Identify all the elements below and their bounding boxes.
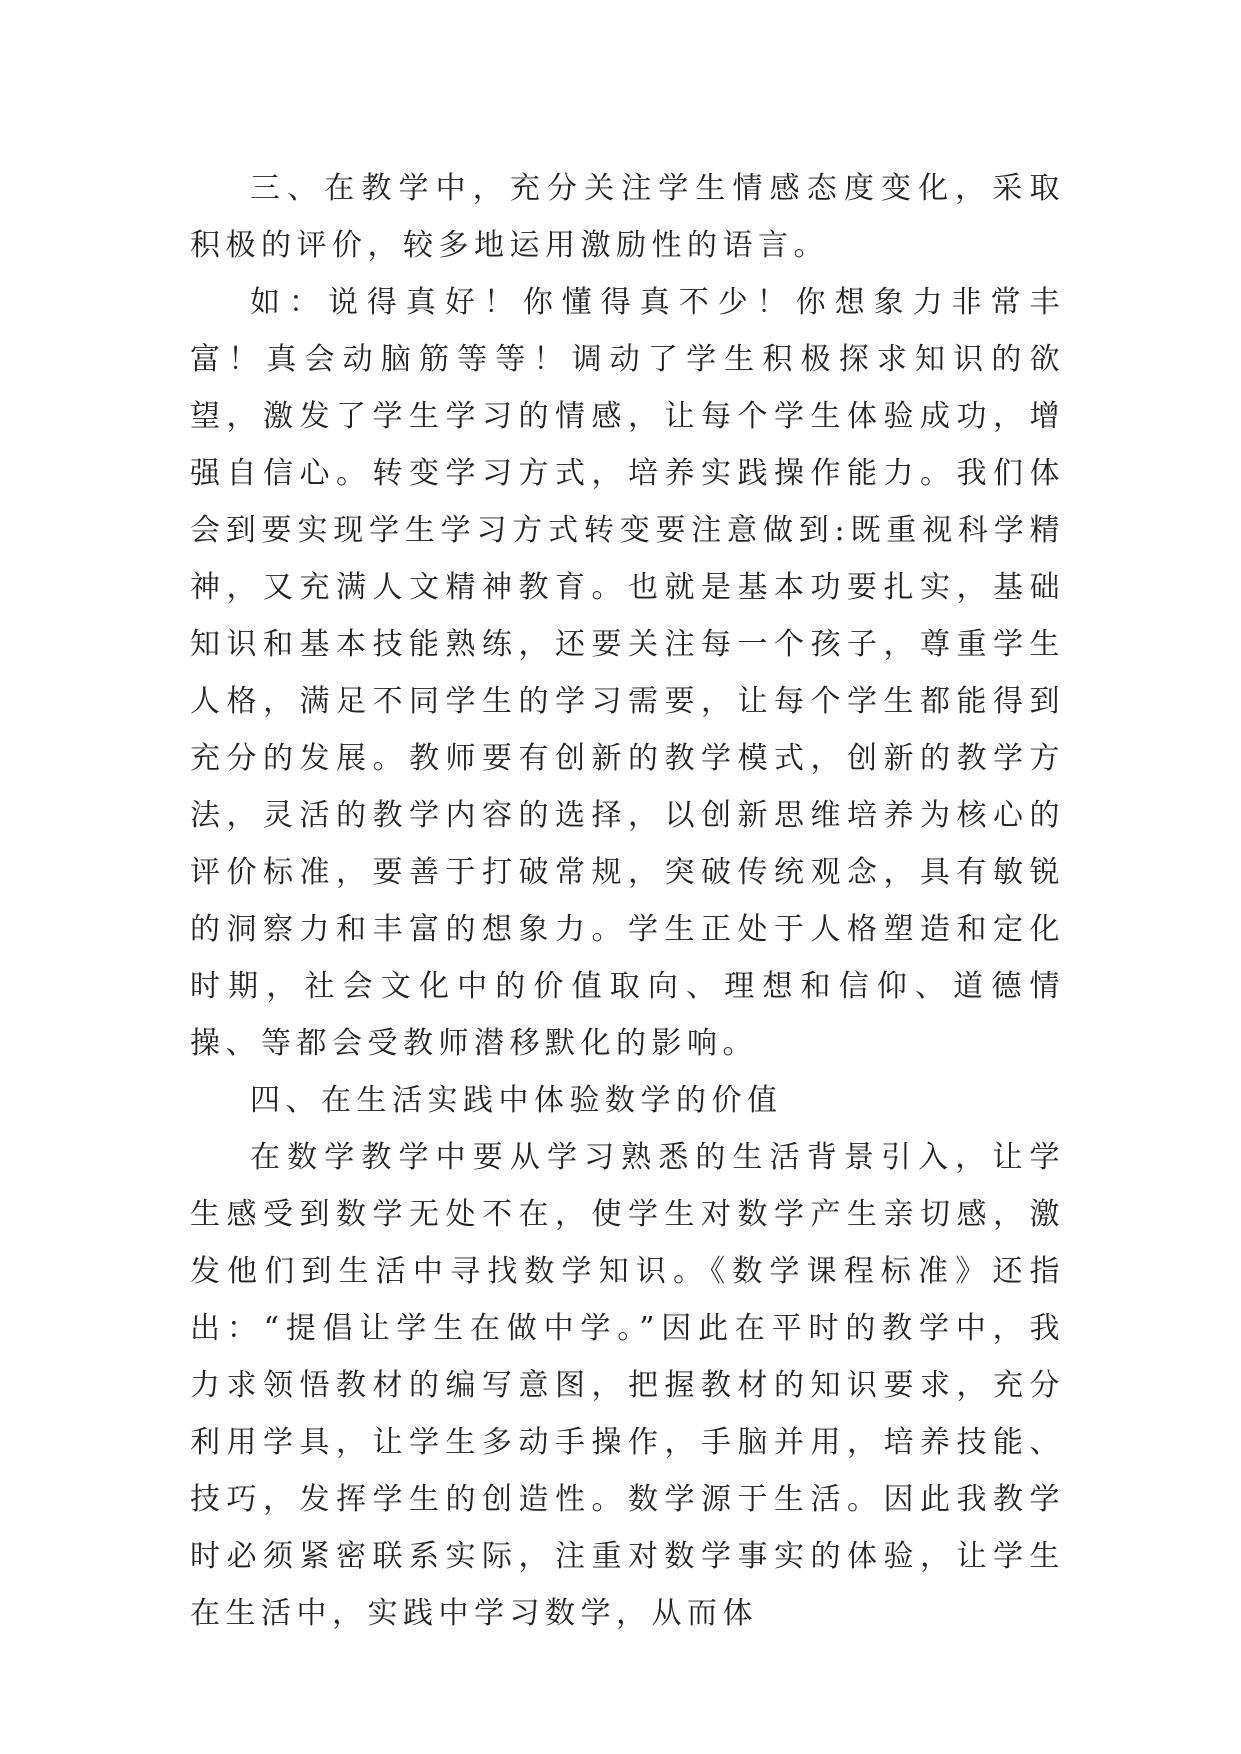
paragraph-section-four-heading: 四、在生活实践中体验数学的价值 (250, 1083, 783, 1118)
paragraph-encouraging-language: 如：说得真好！你懂得真不少！你想象力非常丰富！真会动脑筋等等！调动了学生积极探求知识的欲望，激发了学生学习的情感，让每个学生体验成功，增强自信心。转变学习方式，培养实践操作能力。我们体会到要实现学生学习方式转变要注意做到:既重视科学精神，又充满人文精神教育。也就是基本功要扎实，基础知识和基本技能熟练，还要关注每一个孩子，尊重学生人格，满足不同学生的学习需要，让每个学生都能得到充分的发展。教师要有创新的教学模式，创新的教学方法，灵活的教学内容的选择，以创新思维培养为核心的评价标准，要善于打破常规，突破传统观念，具有敏锐的洞察力和丰富的想象力。学生正处于人格塑造和定化时期，社会文化中的价值取向、理想和信仰、道德情操、等都会受教师潜移默化的影响。 (190, 285, 1065, 1061)
body-text (190, 160, 1065, 1642)
paragraph-life-practice: 在数学教学中要从学习熟悉的生活背景引入，让学生感受到数学无处不在，使学生对数学产生亲切感，激发他们到生活中寻找数学知识。《数学课程标准》还指出：“提倡让学生在做中学。”因此在平时的教学中，我力求领悟教材的编写意图，把握教材的知识要求，充分利用学具，让学生多动手操作，手脑并用，培养技能、技巧，发挥学生的创造性。数学源于生活。因此我教学时必须紧密联系实际，注重对数学事实的体验，让学生在生活中，实践中学习数学，从而体 (190, 1140, 1065, 1631)
paragraph-section-three-heading: 三、在教学中，充分关注学生情感态度变化，采取积极的评价，较多地运用激励性的语言。 (190, 171, 1065, 263)
